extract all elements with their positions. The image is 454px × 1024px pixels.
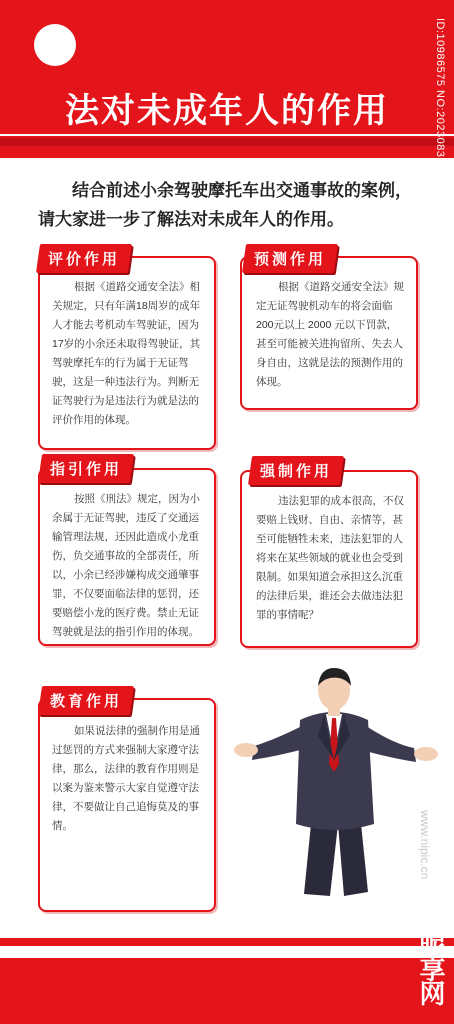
- card-evaluation-text: 根据《道路交通安全法》相关规定，只有年满18周岁的成年人才能去考机动车驾驶证，因为17岁的小余还未取得驾驶证，其驾驶摩托车的行为属于无证驾驶，这是一种违法行为。判断无证驾驶行为是违法行为就是法的评价作用的体现。: [52, 281, 201, 426]
- card-enforcement-title: [248, 456, 344, 485]
- header-stripe: [0, 138, 454, 146]
- footer-stripe: [0, 938, 454, 946]
- page-title: 法对未成年人的作用: [65, 93, 389, 130]
- card-prediction-text: 根据《道路交通安全法》规定无证驾驶机动车的将会面临200元以上 2000 元以下罚款，甚至可能被关进拘留所、失去人身自由，这就是法的预测作用的体现。: [256, 281, 404, 388]
- card-education: [38, 698, 216, 912]
- footer-banner: [0, 958, 454, 1024]
- intro-paragraph: 结合前述小余驾驶摩托车出交通事故的案例，请大家进一步了解法对未成年人的作用。: [38, 181, 412, 229]
- card-guidance: [38, 468, 216, 646]
- card-evaluation-title: [36, 244, 132, 273]
- card-prediction: [240, 256, 418, 410]
- card-education-title-text: 教育作用: [50, 693, 123, 710]
- card-guidance-text: 按照《刑法》规定，因为小余属于无证驾驶，违反了交通运输管理法规，还因此造成小龙重伤，负交通事故的全部责任，所以，小余已经涉嫌构成交通肇事罪，不仅要面临法律的惩罚，还要赔偿小龙的医疗费。禁止无证驾驶就是法的指引作用的体现。: [52, 493, 200, 638]
- header-divider: [0, 134, 454, 136]
- site-logo: 昵享网: [416, 932, 446, 1004]
- card-guidance-title: [38, 454, 134, 483]
- card-prediction-title-text: 预测作用: [254, 251, 327, 268]
- card-prediction-title: [242, 244, 338, 273]
- card-enforcement: [240, 470, 418, 648]
- card-education-title: [38, 686, 134, 715]
- card-education-text: 如果说法律的强制作用是通过惩罚的方式来强制大家遵守法律，那么，法律的教育作用则是以案为鉴来警示大家自觉遵守法律，不要做让自己追悔莫及的事情。: [52, 725, 200, 832]
- businessman-illustration: [234, 664, 440, 904]
- image-id-label: ID:10986575 NO:20230831163912397127: [434, 18, 446, 243]
- card-evaluation: [38, 256, 216, 450]
- hanging-hole-circle: [34, 24, 76, 66]
- card-enforcement-title-text: 强制作用: [260, 463, 333, 480]
- card-guidance-title-text: 指引作用: [50, 461, 123, 478]
- site-watermark: www.nipic.cn: [418, 810, 432, 880]
- card-evaluation-title-text: 评价作用: [48, 251, 121, 268]
- card-enforcement-text: 违法犯罪的成本很高，不仅要赔上钱财、自由、亲情等，甚至可能牺牲未来，违法犯罪的人将来在某些领域的就业也会受到限制。如果知道会承担这么沉重的法律后果，谁还会去做违法犯罪的事情呢？: [256, 495, 404, 621]
